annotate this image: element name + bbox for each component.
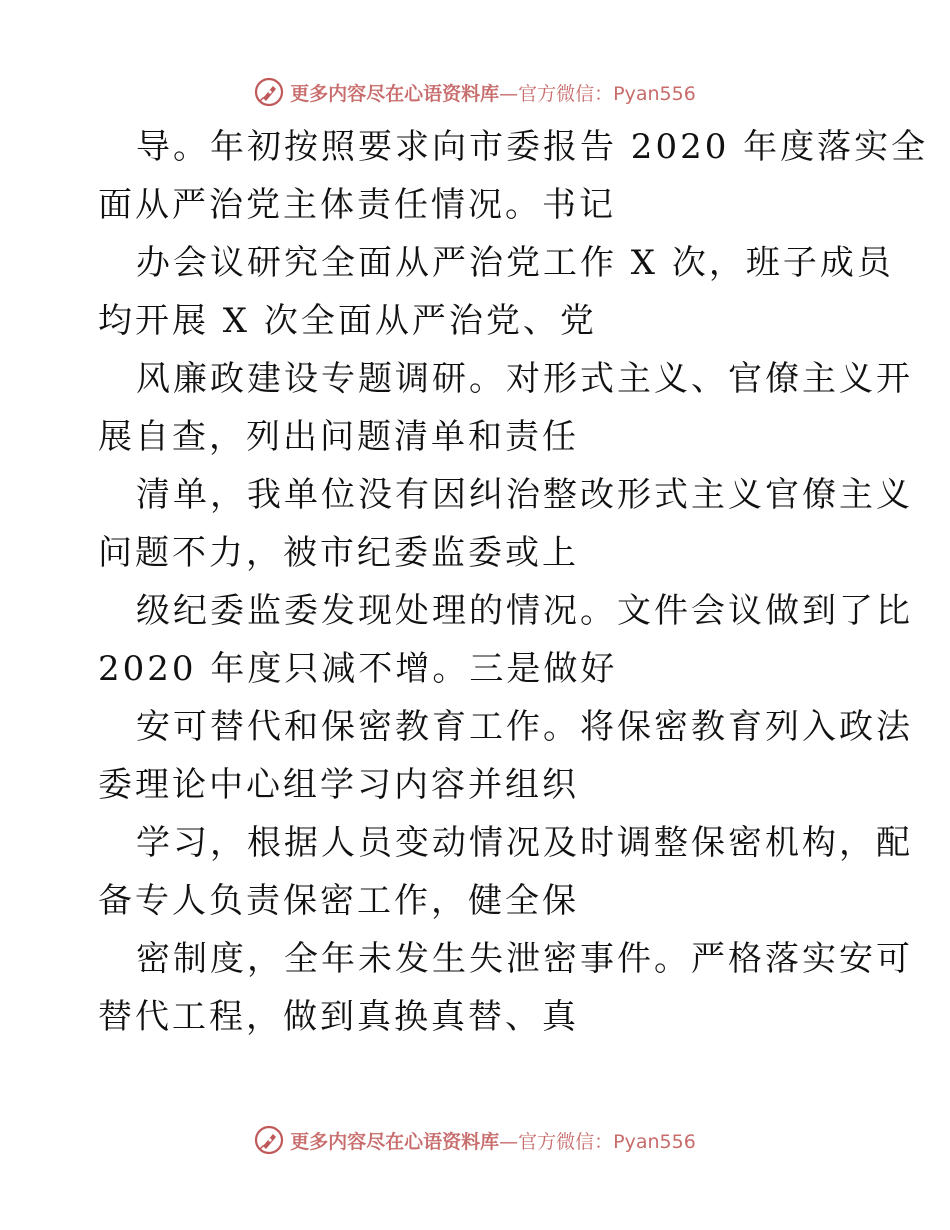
text-line: 安可替代和保密教育工作。将保密教育列入政法 (136, 707, 913, 747)
watermark-wechat: —官方微信：Pyan556 (499, 82, 696, 105)
watermark-title: 更多内容尽在心语资料库 (290, 82, 500, 105)
watermark-title: 更多内容尽在心语资料库 (290, 1130, 500, 1153)
text-line: 办会议研究全面从严治党工作 X 次，班子成员 (136, 243, 894, 283)
text-line: 问题不力，被市纪委监委或上 (98, 533, 579, 573)
text-line: 替代工程，做到真换真替、真 (98, 997, 579, 1037)
document-body (98, 118, 929, 1046)
text-line: 2020 年度只减不增。三是做好 (98, 649, 618, 689)
text-line: 面从严治党主体责任情况。书记 (98, 185, 616, 225)
text-line: 风廉政建设专题调研。对形式主义、官僚主义开 (136, 359, 913, 399)
text-line: 导。年初按照要求向市委报告 2020 年度落实全 (136, 127, 929, 167)
header-watermark-banner (0, 72, 950, 112)
watermark-wechat: —官方微信：Pyan556 (499, 1130, 696, 1153)
pen-nib-logo-icon (254, 77, 284, 107)
text-line: 学习，根据人员变动情况及时调整保密机构，配 (136, 823, 913, 863)
text-line: 委理论中心组学习内容并组织 (98, 765, 579, 805)
text-line: 均开展 X 次全面从严治党、党 (98, 301, 597, 341)
footer-watermark-banner (0, 1120, 950, 1160)
text-line: 清单，我单位没有因纠治整改形式主义官僚主义 (136, 475, 913, 515)
text-line: 密制度，全年未发生失泄密事件。严格落实安可 (136, 939, 913, 979)
text-line: 备专人负责保密工作，健全保 (98, 881, 579, 921)
text-line: 级纪委监委发现处理的情况。文件会议做到了比 (136, 591, 913, 631)
pen-nib-logo-icon (254, 1125, 284, 1155)
text-line: 展自查，列出问题清单和责任 (98, 417, 579, 457)
